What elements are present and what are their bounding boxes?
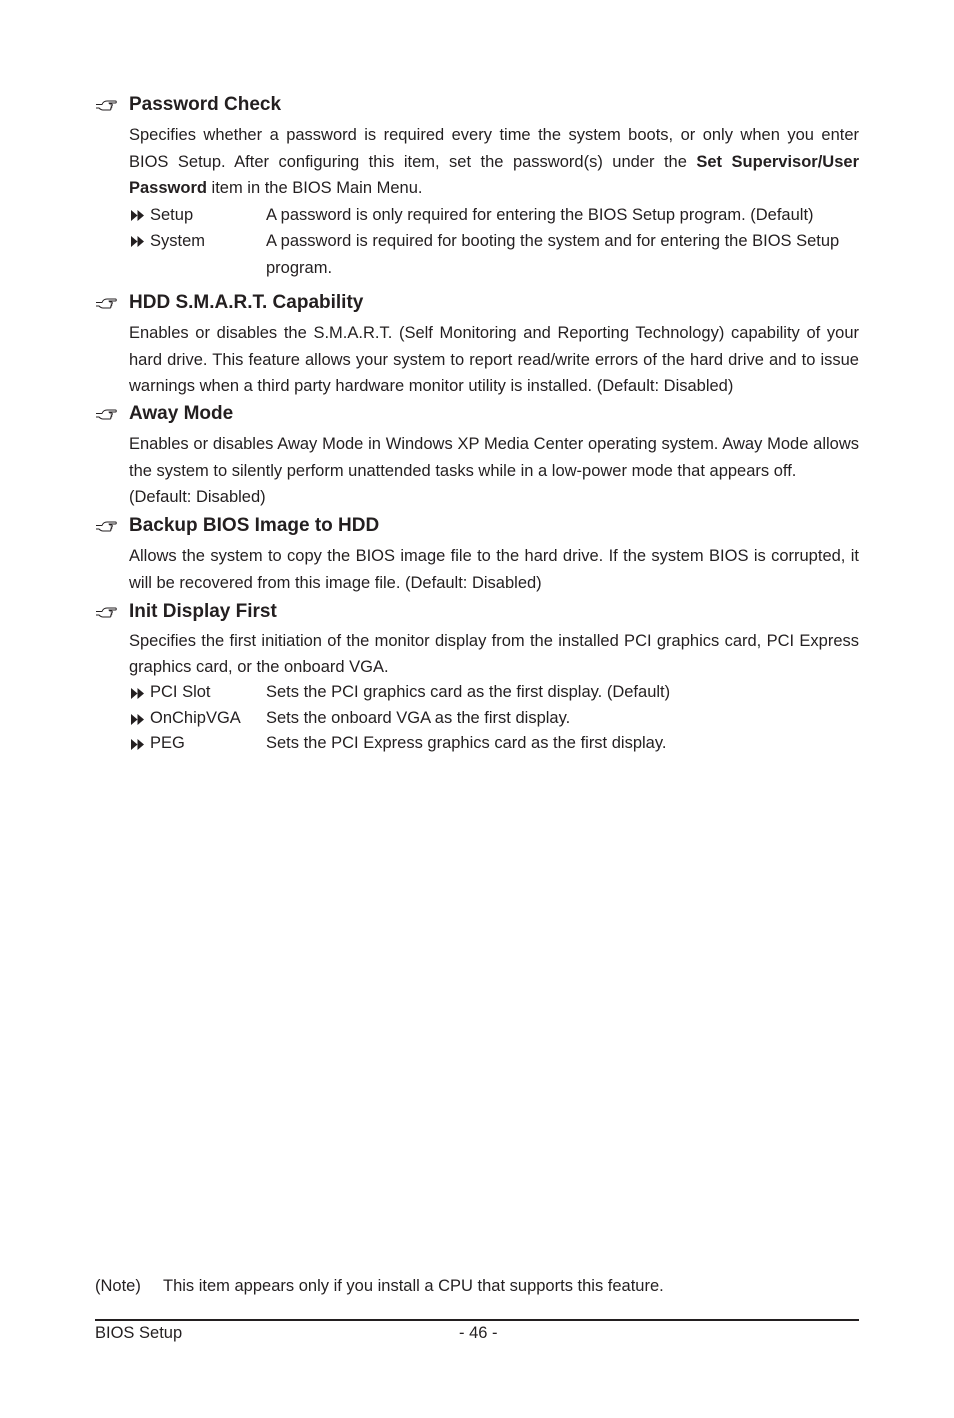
option-name: PCI Slot (150, 683, 211, 701)
section-heading (95, 401, 859, 427)
pointing-hand-icon (95, 605, 117, 619)
footnote-label: (Note) (95, 1277, 141, 1295)
section-default: (Default: Disabled) (129, 488, 266, 506)
section-title: Backup BIOS Image to HDD (129, 515, 380, 536)
option-description: A password is required for booting the system and for entering the BIOS Setup program. (266, 232, 840, 277)
section-init-display (95, 599, 859, 757)
footnote-text: This item appears only if you install a CPU that supports this feature. (163, 1277, 664, 1295)
section-description: Enables or disables Away Mode in Windows XP Media Center operating system. Away Mode allows the system to silently perform unattended tasks while in a low-power mode that appears off. (129, 435, 859, 480)
description-text: Specifies whether a password is required every time the system boots, or only when you enter BIOS Setup. After configuring this item, set the password(s) under the (129, 126, 859, 171)
section-heading (95, 290, 859, 316)
section-description: Specifies the first initiation of the monitor display from the installed PCI graphics card, PCI Express graphics card, or the onboard VGA. (129, 632, 859, 676)
double-arrow-icon (131, 236, 145, 247)
double-arrow-icon (131, 714, 145, 725)
pointing-hand-icon (95, 407, 117, 421)
option-row (129, 202, 859, 229)
double-arrow-icon (131, 688, 145, 699)
option-row (129, 228, 859, 281)
menu-reference: Set Supervisor/User Password (129, 152, 859, 197)
section-heading (95, 92, 859, 118)
option-description: Sets the PCI graphics card as the first display. (Default) (266, 683, 671, 701)
section-heading (95, 599, 859, 625)
section-hdd-smart (95, 290, 859, 400)
pointing-hand-icon (95, 98, 117, 112)
option-description: Sets the onboard VGA as the first display. (266, 708, 571, 727)
section-title: Password Check (129, 94, 282, 115)
section-away-mode (95, 401, 859, 511)
section-password-check (95, 92, 859, 281)
option-row (129, 731, 859, 757)
option-description: A password is only required for entering the BIOS Setup program. (Default) (266, 205, 814, 224)
section-description (129, 122, 859, 202)
double-arrow-icon (131, 210, 145, 221)
option-name: PEG (150, 734, 185, 752)
section-heading (95, 513, 859, 539)
option-name: Setup (150, 205, 194, 224)
section-title: Init Display First (129, 601, 277, 622)
option-row (129, 706, 859, 732)
page-number: - 46 - (459, 1324, 498, 1342)
option-row (129, 680, 859, 706)
pointing-hand-icon (95, 296, 117, 310)
section-description: Enables or disables the S.M.A.R.T. (Self Monitoring and Reporting Technology) capability of your hard drive. This feature allows your system to report read/write errors of the hard drive and to issue warnings when a third party hardware monitor utility is installed. (Default: Disabled) (129, 324, 859, 395)
option-name: OnChipVGA (150, 708, 241, 727)
section-backup-bios (95, 513, 859, 596)
description-text: item in the BIOS Main Menu. (206, 179, 423, 197)
section-title: HDD S.M.A.R.T. Capability (129, 292, 364, 313)
pointing-hand-icon (95, 519, 117, 533)
footer-title: BIOS Setup (95, 1324, 183, 1342)
section-title: Away Mode (129, 403, 234, 424)
option-name: System (150, 232, 206, 250)
option-description: Sets the PCI Express graphics card as the first display. (266, 734, 667, 752)
double-arrow-icon (131, 739, 145, 750)
footnote (95, 1273, 664, 1299)
section-description: Allows the system to copy the BIOS image file to the hard drive. If the system BIOS is corrupted, it will be recovered from this image file. (Default: Disabled) (129, 547, 859, 592)
